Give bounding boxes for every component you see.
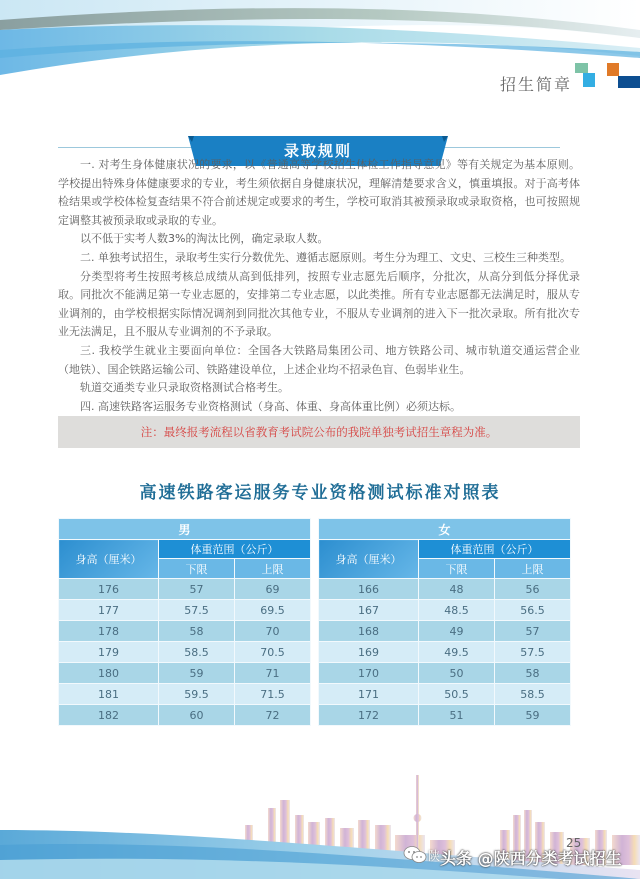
lower-cell: 51 <box>419 705 495 726</box>
height-cell: 171 <box>319 684 419 705</box>
upper-cell: 70 <box>235 621 311 642</box>
upper-cell: 71 <box>235 663 311 684</box>
upper-cell: 70.5 <box>235 642 311 663</box>
male-standard-table <box>58 518 311 726</box>
upper-cell: 59 <box>495 705 571 726</box>
lower-cell: 60 <box>159 705 235 726</box>
table-row <box>319 663 571 684</box>
height-cell: 179 <box>59 642 159 663</box>
upper-cell: 57.5 <box>495 642 571 663</box>
upper-cell: 69.5 <box>235 600 311 621</box>
brand-square-green <box>575 63 588 73</box>
brand-square-blue <box>583 73 595 87</box>
height-cell: 170 <box>319 663 419 684</box>
upper-cell: 69 <box>235 579 311 600</box>
height-cell: 166 <box>319 579 419 600</box>
table-row <box>59 579 311 600</box>
rule-paragraph: 一. 对考生身体健康状况的要求，以《普通高等学校招生体检工作指导意见》等有关规定为基本原则。学校提出特殊身体健康要求的专业，考生须依据自身健康状况，理解清楚要求含义，慎重填报。对于高考体检结果或学校体检复查结果不符合前述规定或要求的考生，学校可取消其被预录取或录取资格，也可按照规定调整其被预录取或录取的专业。 <box>58 158 580 227</box>
upper-cell: 71.5 <box>235 684 311 705</box>
upper-limit-header: 上限 <box>495 559 571 579</box>
brand-square-orange <box>607 63 619 76</box>
upper-limit-header: 上限 <box>235 559 311 579</box>
height-column-header: 身高（厘米） <box>59 540 159 579</box>
lower-cell: 59 <box>159 663 235 684</box>
brand-title: 招生简章 <box>500 75 573 94</box>
table-row <box>319 579 571 600</box>
upper-cell: 56 <box>495 579 571 600</box>
brand-header <box>480 60 640 100</box>
lower-cell: 58.5 <box>159 642 235 663</box>
upper-cell: 58 <box>495 663 571 684</box>
lower-cell: 49.5 <box>419 642 495 663</box>
upper-cell: 58.5 <box>495 684 571 705</box>
rule-paragraph: 轨道交通类专业只录取资格测试合格考生。 <box>80 381 289 395</box>
table-row <box>59 684 311 705</box>
height-cell: 169 <box>319 642 419 663</box>
female-standard-table <box>318 518 571 726</box>
table-sex-header: 男 <box>59 519 311 540</box>
rule-paragraph: 分类型将考生按照考核总成绩从高到低排列，按照专业志愿先后顺序，分批次，从高分到低分择优录取。同批次不能满足第一专业志愿的，安排第二专业志愿，以此类推。所有专业志愿都无法满足时，服从专业调剂的，由学校根据实际情况调剂到同批次其他专业，不服从专业调剂的进入下一批次录取。所有批次专业无法满足，且不服从专业调剂的不予录取。 <box>58 269 580 339</box>
height-cell: 176 <box>59 579 159 600</box>
table-row <box>59 705 311 726</box>
banner-divider-left <box>58 147 198 148</box>
lower-limit-header: 下限 <box>419 559 495 579</box>
lower-cell: 50 <box>419 663 495 684</box>
table-row <box>319 621 571 642</box>
page-number: 25 <box>566 836 582 850</box>
table-row <box>319 642 571 663</box>
lower-cell: 48.5 <box>419 600 495 621</box>
lower-cell: 48 <box>419 579 495 600</box>
rule-paragraph: 三. 我校学生就业主要面向单位：全国各大铁路局集团公司、地方铁路公司、城市轨道交通运营企业（地铁）、国企铁路运输公司、铁路建设单位，上述企业均不招录色盲、色弱毕业生。 <box>58 343 580 376</box>
section-title: 录取规则 <box>283 142 352 160</box>
upper-cell: 56.5 <box>495 600 571 621</box>
table-row <box>319 705 571 726</box>
note-box: 注：最终报考流程以省教育考试院公布的我院单独考试招生章程为准。 <box>58 416 580 448</box>
height-column-header: 身高（厘米） <box>319 540 419 579</box>
lower-cell: 58 <box>159 621 235 642</box>
height-cell: 177 <box>59 600 159 621</box>
table-row <box>59 621 311 642</box>
upper-cell: 72 <box>235 705 311 726</box>
lower-cell: 59.5 <box>159 684 235 705</box>
lower-limit-header: 下限 <box>159 559 235 579</box>
rule-paragraph: 四. 高速铁路客运服务专业资格测试（身高、体重、身高体重比例）必须达标。 <box>80 399 461 413</box>
height-cell: 168 <box>319 621 419 642</box>
height-cell: 167 <box>319 600 419 621</box>
weight-range-header: 体重范围（公斤） <box>419 540 571 559</box>
brand-square-navy <box>618 76 640 88</box>
weight-range-header: 体重范围（公斤） <box>159 540 311 559</box>
height-cell: 172 <box>319 705 419 726</box>
table-row <box>59 663 311 684</box>
table-sex-header: 女 <box>319 519 571 540</box>
admission-rules <box>58 156 580 416</box>
table-title: 高速铁路客运服务专业资格测试标准对照表 <box>139 483 501 503</box>
rule-paragraph: 二. 单独考试招生，录取考生实行分数优先、遵循志愿原则。考生分为理工、文史、三校生三种类型。 <box>80 250 571 264</box>
height-cell: 182 <box>59 705 159 726</box>
watermark-prefix: 陕 <box>428 849 441 863</box>
height-cell: 181 <box>59 684 159 705</box>
height-cell: 180 <box>59 663 159 684</box>
table-row <box>59 642 311 663</box>
table-row <box>319 684 571 705</box>
lower-cell: 57 <box>159 579 235 600</box>
lower-cell: 57.5 <box>159 600 235 621</box>
height-cell: 178 <box>59 621 159 642</box>
lower-cell: 49 <box>419 621 495 642</box>
table-row <box>319 600 571 621</box>
lower-cell: 50.5 <box>419 684 495 705</box>
table-row <box>59 600 311 621</box>
watermark-text: 头条 @陕西分类考试招生 <box>440 849 622 868</box>
upper-cell: 57 <box>495 621 571 642</box>
rule-paragraph: 以不低于实考人数3%的淘汰比例，确定录取人数。 <box>80 232 329 246</box>
banner-divider-right <box>435 147 560 148</box>
wechat-icon <box>403 845 427 865</box>
